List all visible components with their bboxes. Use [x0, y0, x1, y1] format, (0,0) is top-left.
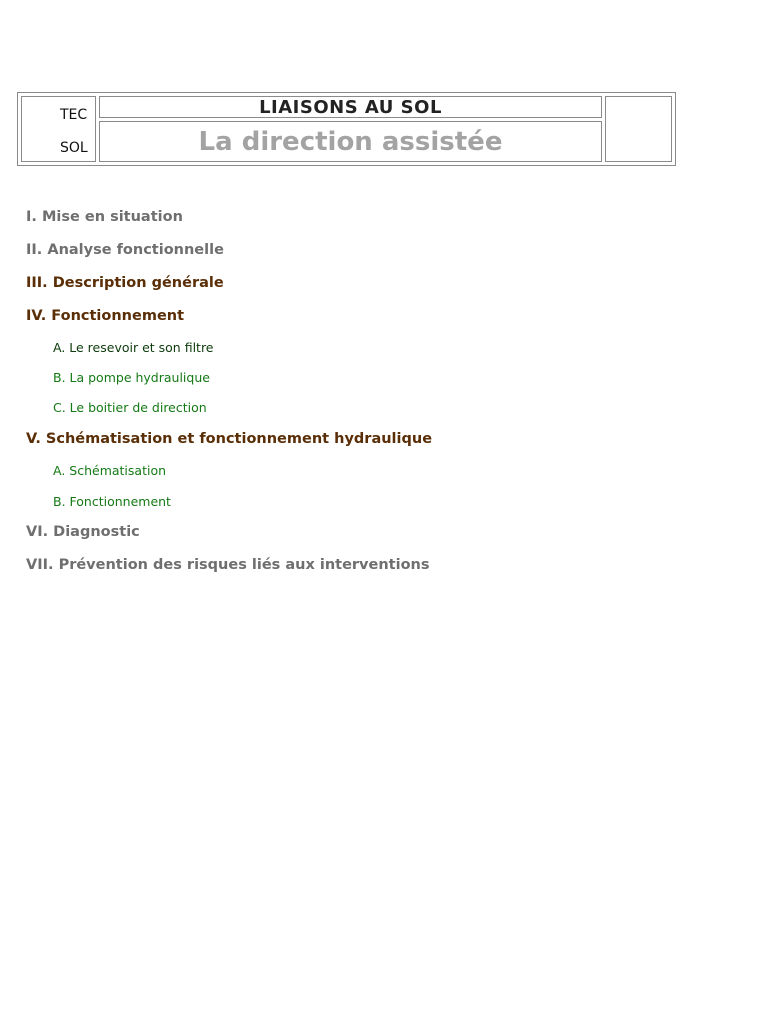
page-title: LIAISONS AU SOL	[259, 96, 442, 118]
page-subtitle: La direction assistée	[198, 126, 503, 157]
toc-item-description-generale[interactable]: III. Description générale	[26, 275, 224, 291]
toc-item-fonctionnement[interactable]: IV. Fonctionnement	[26, 308, 185, 324]
toc-item-mise-en-situation[interactable]: I. Mise en situation	[26, 209, 183, 225]
toc-subitem-fonctionnement[interactable]: B. Fonctionnement	[53, 494, 171, 509]
tec-label: TEC	[60, 107, 88, 123]
header-table	[17, 92, 676, 166]
toc-subitem-pompe[interactable]: B. La pompe hydraulique	[53, 370, 210, 385]
header-title-cell	[99, 96, 602, 118]
toc-subitem-reservoir[interactable]: A. Le resevoir et son filtre	[53, 340, 214, 355]
header-left-cell	[21, 96, 96, 162]
sol-label: SOL	[60, 140, 88, 156]
toc-item-prevention-risques[interactable]: VII. Prévention des risques liés aux interventions	[26, 557, 430, 573]
header-subtitle-cell	[99, 121, 602, 162]
header-right-cell	[605, 96, 672, 162]
toc-item-diagnostic[interactable]: VI. Diagnostic	[26, 524, 140, 540]
toc-item-analyse-fonctionnelle[interactable]: II. Analyse fonctionnelle	[26, 242, 224, 258]
toc-subitem-schematisation[interactable]: A. Schématisation	[53, 463, 167, 478]
toc-subitem-boitier[interactable]: C. Le boitier de direction	[53, 400, 207, 415]
toc-item-schematisation-hydraulique[interactable]: V. Schématisation et fonctionnement hydraulique	[26, 431, 433, 447]
